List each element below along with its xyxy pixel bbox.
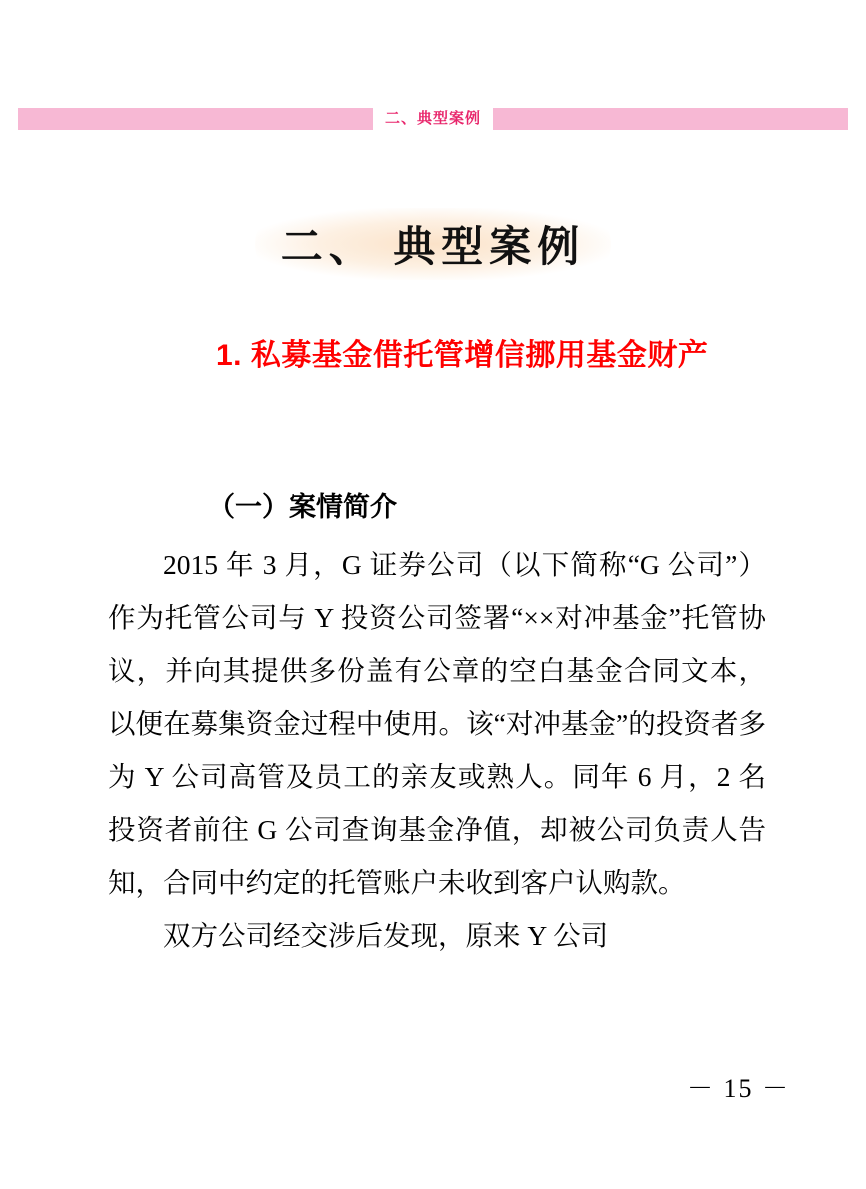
page-number: － 15 － (686, 1074, 790, 1103)
header-band-left (18, 108, 373, 130)
section-title: 1. 私募基金借托管增信挪用基金财产 (216, 339, 709, 372)
body-text (108, 538, 766, 962)
paragraph: 2015 年 3 月，G 证券公司（以下简称“G 公司”）作为托管公司与 Y 投资公司签署“××对冲基金”托管协议，并向其提供多份盖有公章的空白基金合同文本，以便在募集资金过程中使用。该“对冲基金”的投资者多为 Y 公司高管及员工的亲友或熟人。同年 6 月，2 名投资者前往 G 公司查询基金净值，却被公司负责人告知，合同中约定的托管账户未收到客户认购款。 (108, 549, 766, 898)
running-header-title: 二、典型案例 (375, 107, 491, 130)
subsection-title: （一）案情简介 (208, 492, 397, 522)
chapter-title (0, 208, 866, 280)
header-band-right (493, 108, 848, 130)
paragraph: 双方公司经交涉后发现，原来 Y 公司 (163, 920, 609, 951)
running-header (18, 108, 848, 130)
chapter-title-text: 二、 典型案例 (255, 208, 612, 280)
